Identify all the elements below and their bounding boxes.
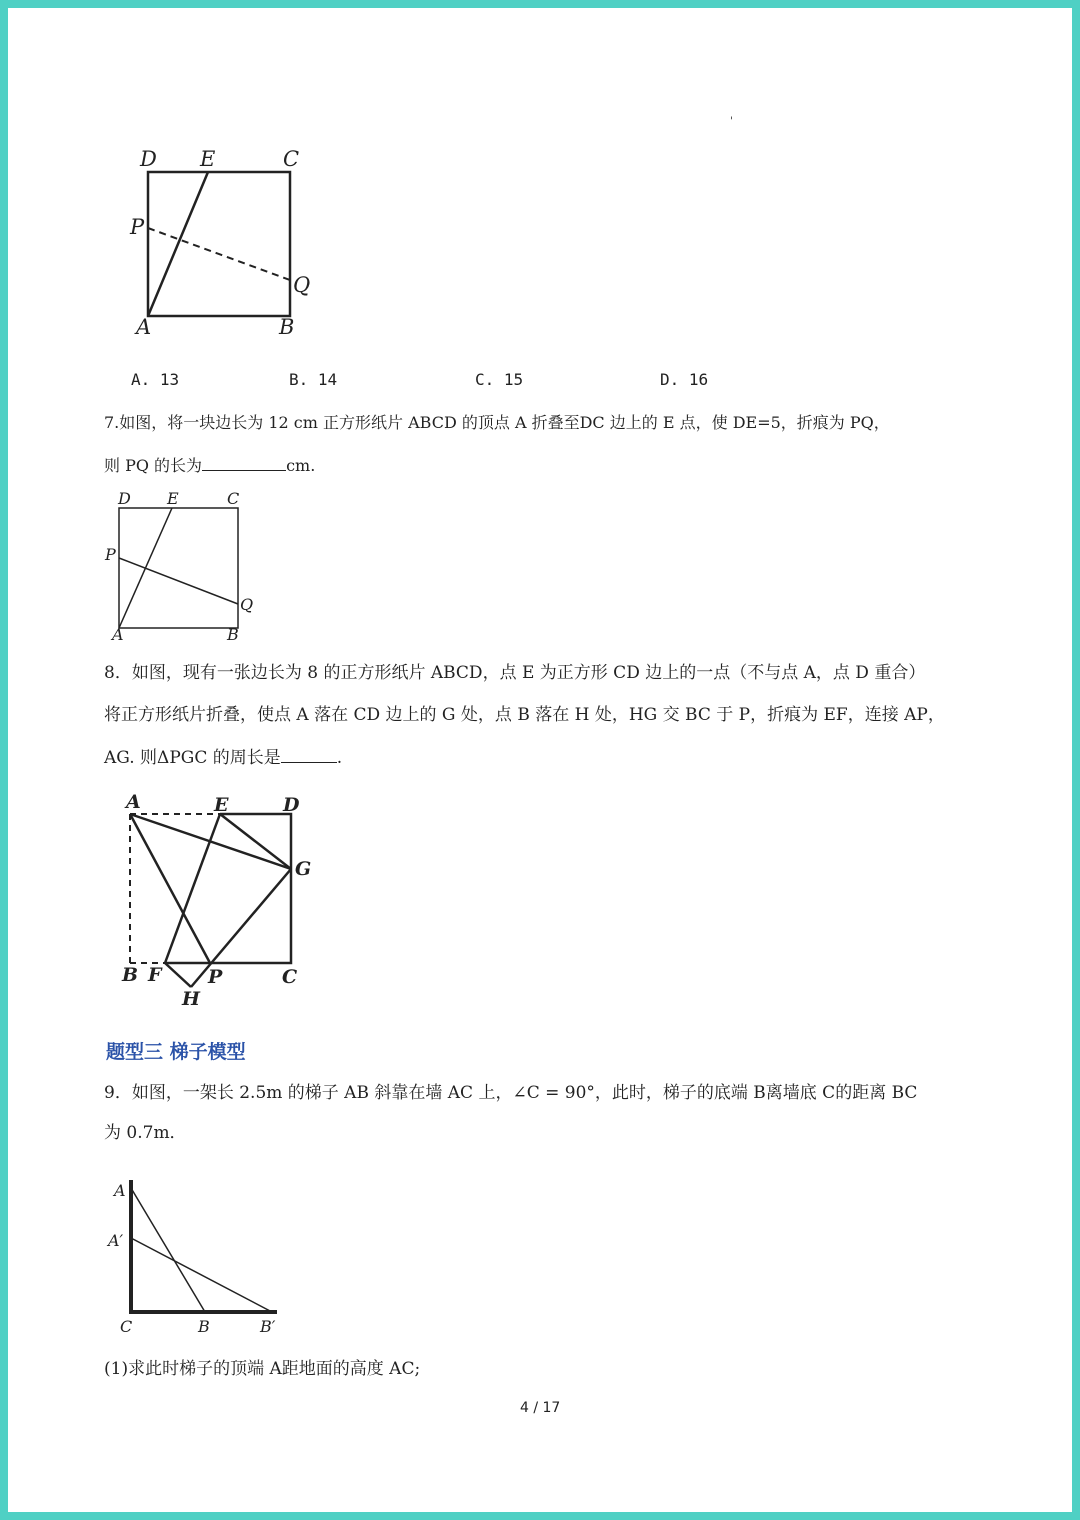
ladder-ab — [131, 1188, 205, 1312]
square-abcd — [119, 508, 238, 628]
option-b: B. 14 — [289, 370, 338, 389]
label-g: G — [295, 858, 312, 880]
label-f: F — [148, 964, 162, 986]
figure-square-fold-1 — [120, 140, 330, 345]
q7-line2-pre: 则 PQ 的长为 — [104, 456, 203, 475]
label-c: C — [282, 966, 298, 988]
q7-line2-post: cm. — [286, 456, 316, 475]
figure-ladder — [100, 1172, 290, 1342]
label-q: Q — [240, 595, 254, 614]
square-abcd — [148, 172, 290, 316]
figure-square-fold-3 — [110, 786, 325, 1011]
q9-line1: 9．如图，一架长 2.5m 的梯子 AB 斜靠在墙 AC 上，∠C = 90°，此时，梯子的底端 B离墙底 C的距离 BC — [104, 1083, 918, 1103]
q9-line2: 为 0.7m． — [104, 1123, 187, 1143]
crease-pq — [119, 558, 238, 604]
q7-line1: 7.如图，将一块边长为 12 cm 正方形纸片 ABCD 的顶点 A 折叠至DC 边上的 E 点，使 DE=5，折痕为 PQ， — [104, 413, 890, 432]
label-a: A — [126, 791, 141, 813]
label-a: A — [114, 1181, 126, 1200]
q8-answer-blank — [281, 746, 337, 763]
segment-fh — [165, 963, 191, 987]
ladder-a2b2 — [131, 1238, 272, 1312]
q7-answer-blank — [202, 454, 286, 471]
option-c: C. 15 — [475, 370, 524, 389]
label-d: D — [283, 794, 300, 816]
label-a-prime: A′ — [108, 1231, 124, 1250]
q8-line2: 将正方形纸片折叠，使点 A 落在 CD 边上的 G 处，点 B 落在 H 处，HG 交 BC 于 P，折痕为 EF，连接 AP， — [104, 705, 945, 725]
label-d: D — [118, 489, 131, 508]
option-d: D. 16 — [660, 370, 709, 389]
segment-gh — [191, 869, 291, 987]
label-h: H — [182, 988, 200, 1010]
label-e: E — [167, 489, 179, 508]
label-a: A — [112, 625, 124, 644]
label-e: E — [214, 794, 229, 816]
q8-line3 — [104, 746, 342, 769]
label-c: C — [120, 1317, 133, 1336]
page-number: 4 / 17 — [520, 1400, 561, 1416]
label-b: B — [198, 1317, 210, 1336]
label-b: B — [227, 625, 239, 644]
label-p: P — [130, 215, 145, 239]
label-d: D — [140, 147, 157, 171]
stray-mark: ' — [730, 116, 733, 127]
q7-line2 — [104, 454, 315, 477]
square-outline — [165, 814, 291, 963]
q8-line3-post: . — [336, 748, 343, 768]
segment-ae — [148, 172, 208, 316]
label-a: A — [136, 315, 152, 339]
label-p: P — [105, 545, 116, 564]
label-b: B — [122, 964, 139, 986]
q8-line3-pre: AG. 则ΔPGC 的周长是 — [104, 748, 281, 768]
label-b: B — [279, 315, 295, 339]
label-p: P — [208, 966, 223, 988]
section-heading: 题型三 梯子模型 — [106, 1041, 246, 1063]
label-c: C — [227, 489, 240, 508]
label-e: E — [200, 147, 216, 171]
q8-line1: 8．如图，现有一张边长为 8 的正方形纸片 ABCD，点 E 为正方形 CD 边上的一点（不与点 A，点 D 重合） — [104, 663, 926, 683]
figure-square-fold-2 — [100, 486, 270, 646]
label-q: Q — [293, 273, 311, 297]
label-c: C — [283, 147, 300, 171]
q9-part1: (1)求此时梯子的顶端 A距地面的高度 AC; — [104, 1359, 421, 1379]
label-b-prime: B′ — [260, 1317, 276, 1336]
segment-eg — [220, 814, 291, 869]
crease-pq — [148, 228, 290, 280]
option-a: A. 13 — [131, 370, 180, 389]
